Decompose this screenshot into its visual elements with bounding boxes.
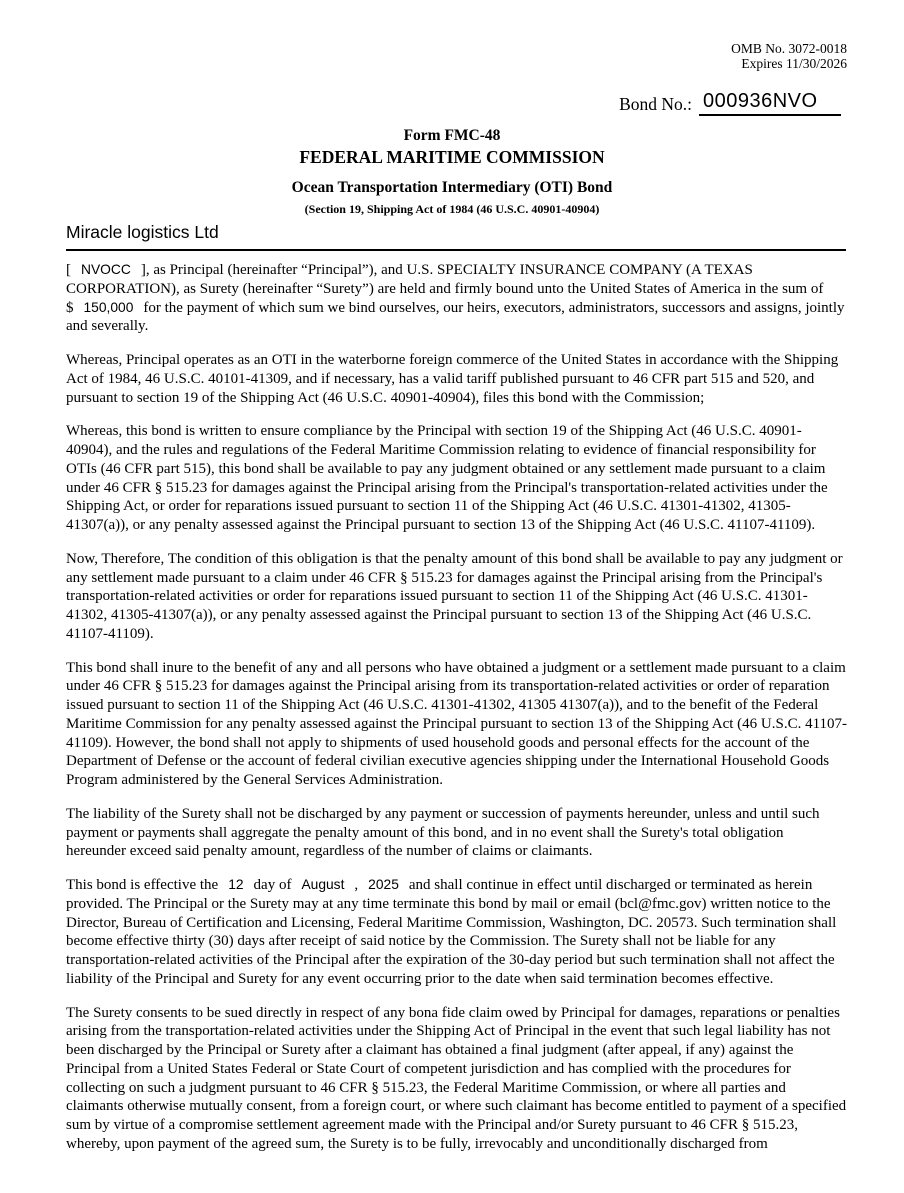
paragraph-text: This bond is effective the [66,877,219,893]
filled-field-value: NVOCC [81,262,131,277]
paragraph-text: [ [66,262,71,278]
paragraph-obligation [66,261,847,336]
paragraph-text: Whereas, Principal operates as an OTI in the waterborne foreign commerce of the United States in accordance with the Shipping Act of 1984, 46 U.S.C. 40101-41309, and if necessary, has a valid tariff published pursuant to 46 CFR part 515 and 520, and pursuant to section 19 of the Shipping Act (46 U.S.C. 40901-40904), files this bond with the Commission; [66,352,839,406]
paragraph-whereas-compliance [66,422,847,535]
document-header [0,127,904,217]
document-body [66,261,847,1169]
paragraph-condition [66,550,847,644]
omb-number: OMB No. 3072-0018 [731,41,847,56]
bond-number-label: Bond No.: [619,94,692,114]
paragraph-whereas-oti [66,351,847,407]
principal-name-value: Miracle logistics Ltd [66,222,219,242]
paragraph-text: , [354,877,359,893]
document-title: Ocean Transportation Intermediary (OTI) Bond [291,179,613,196]
bond-number-field [699,90,841,116]
paragraph-liability [66,805,847,861]
document-subtitle: (Section 19, Shipping Act of 1984 (46 U.S.C. 40901-40904) [304,202,600,216]
omb-expires-date: Expires 11/30/2026 [741,55,847,71]
paragraph-text: ], as Principal (hereinafter “Principal”), and U.S. SPECIALTY INSURANCE COMPANY (A TEXAS CORPORATION), as Surety (hereinafter “Surety”) are held and firmly bound unto the United States of America in the sum of $ [66,262,824,316]
paragraph-text: The liability of the Surety shall not be discharged by any payment or succession of payments hereunder, unless and until such payment or payments shall aggregate the penalty amount of this bond, and in no event shall the Surety's total obligation hereunder exceed said penalty amount, regardless of the number of claims or claimants. [66,805,820,860]
paragraph-text: Now, Therefore, The condition of this obligation is that the penalty amount of this bond shall be available to pay any judgment or any settlement made pursuant to a claim under 46 CFR § 515.23 for damages against the Principal arising from the Principal's transportation-related activities or order for reparations issued pursuant to section 11 of the Shipping Act (46 U.S.C. 41301-41302, 41305-41307(a)), or any penalty assessed against the Principal pursuant to section 13 of the Shipping Act (46 U.S.C. 41107-41109). [66,550,843,642]
paragraph-text: day of [253,877,292,893]
paragraph-text: and shall continue in effect until discharged or terminated as herein provided. The Principal or the Surety may at any time terminate this bond by mail or email (bcl@fmc.gov) written notice to the Director, Bureau of Certification and Licensing, Federal Maritime Commission, Washington, DC. 20573. Such termination shall become effective thirty (30) days after receipt of said notice by the Commission. The Surety shall not be liable for any transportation-related activities of the Principal after the expiration of the 30-day period but such termination shall not affect the liability of the Principal and Surety for any event occurring prior to the date when said termination becomes effective. [66,877,837,987]
filled-field-value: 2025 [368,877,399,892]
paragraph-text: Whereas, this bond is written to ensure compliance by the Principal with section 19 of the Shipping Act (46 U.S.C. 40901-40904), and the rules and regulations of the Federal Maritime Commission relating to evidence of financial responsibility for OTIs (46 CFR part 515), this bond shall be available to pay any judgment obtained or any settlement made pursuant to a claim under 46 CFR § 515.23 for damages against the Principal arising from the Principal's transportation-related activities under the Shipping Act, or order for reparations issued pursuant to section 11 of the Shipping Act (46 U.S.C. 41301-41302, 41305-41307(a)), or any penalty assessed against the Principal pursuant to section 13 of the Shipping Act (46 U.S.C. 41107-41109). [66,423,828,533]
omb-block [731,42,847,71]
filled-field-value: 12 [228,877,244,892]
bond-number-row [619,90,841,116]
paragraph-effective-date [66,876,847,989]
agency-name: FEDERAL MARITIME COMMISSION [299,147,605,167]
paragraph-surety-consents [66,1004,847,1154]
paragraph-text: for the payment of which sum we bind ourselves, our heirs, executors, administrators, successors and assigns, jointly and severally. [66,299,845,335]
form-number: Form FMC-48 [403,127,501,144]
paragraph-inure-benefit [66,659,847,790]
paragraph-text: This bond shall inure to the benefit of any and all persons who have obtained a judgment or a settlement made pursuant to a claim under 46 CFR § 515.23 for damages against the Principal arising from its transportation-related activities or order of reparation issued pursuant to section 11 of the Shipping Act (46 U.S.C. 41301-41302, 41305 41307(a)), and to the benefit of the Federal Maritime Commission for any penalty assessed against the Principal pursuant to section 13 of the Shipping Act (46 U.S.C. 41107-41109). However, the bond shall not apply to shipments of used household goods and personal effects for the account of the Department of Defense or the account of federal civilian executive agencies shipping under the International Household Goods Program administered by the General Services Administration. [66,659,848,788]
bond-number-value: 000936NVO [703,90,818,112]
filled-field-value: 150,000 [83,299,134,315]
principal-name-field [66,222,846,251]
filled-field-value: August [301,877,345,892]
paragraph-text: The Surety consents to be sued directly in respect of any bona fide claim owed by Principal for damages, reparations or penalties arising from the transportation-related activities under the Shipping Act of Principal in the event that such legal liability has not been discharged by the Principal or Surety after a claimant has obtained a final judgment (after appeal, if any) against the Principal from a United States Federal or State Court of competent jurisdiction and has complied with the procedures for collecting on such a judgment pursuant to 46 CFR § 515.23, the Federal Maritime Commission, or where all parties and claimants otherwise mutually consent, from a foreign court, or where such claimant has become entitled to payment of a specified sum by virtue of a compromise settlement agreement made with the Principal and/or Surety pursuant to 46 CFR § 515.23, whereby, upon payment of the agreed sum, the Surety is to be fully, irrevocably and unconditionally discharged from [66,1004,847,1152]
